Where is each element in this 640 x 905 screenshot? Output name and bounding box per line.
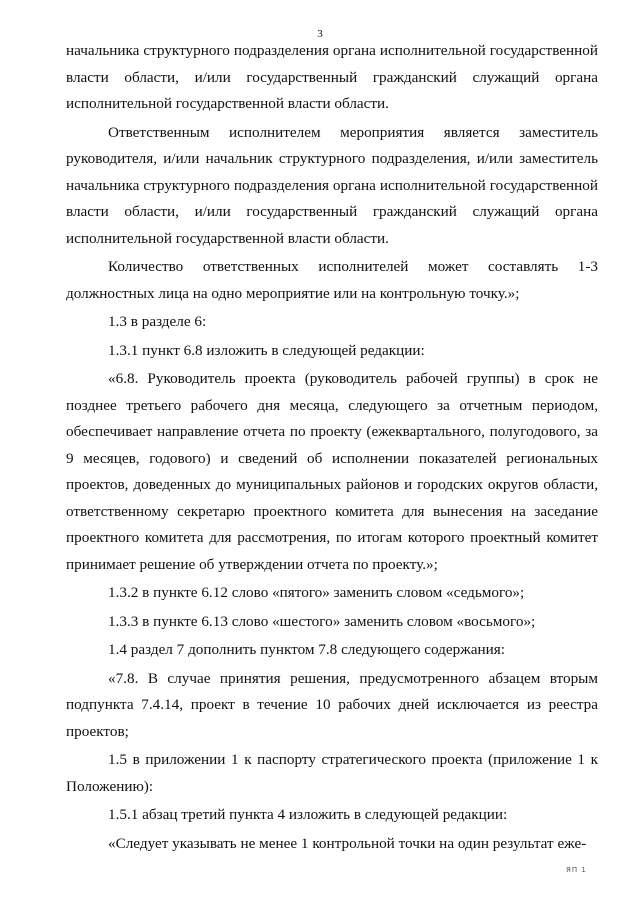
paragraph-quote-7-8: «7.8. В случае принятия решения, предусмотренного абзацем вторым подпункта 7.4.14, проект в течение 10 рабочих дней исключается из реестра проектов; — [66, 669, 598, 740]
paragraph-quote-control-point: «Следует указывать не менее 1 контрольной точки на один результат еже- — [108, 834, 587, 852]
paragraph-item-1-3-1: 1.3.1 пункт 6.8 изложить в следующей редакции: — [108, 341, 425, 359]
paragraph-item-1-3-2: 1.3.2 в пункте 6.12 слово «пятого» заменить словом «седьмого»; — [108, 584, 525, 601]
paragraph-item-1-5-1: 1.5.1 абзац третий пункта 4 изложить в следующей редакции: — [108, 806, 508, 823]
paragraph-item-1-4: 1.4 раздел 7 дополнить пунктом 7.8 следующего содержания: — [108, 641, 505, 658]
paragraph-responsible-executor: Ответственным исполнителем мероприятия является заместитель руководителя, и/или начальник структурного подразделения, и/или заместитель начальника структурного подразделения органа исполнительной государственной власти области, и/или государственный гражданский служащий органа исполнительной государственной власти области. — [66, 123, 598, 247]
document-body — [66, 38, 598, 857]
paragraph-item-1-3-3: 1.3.3 в пункте 6.13 слово «шестого» заменить словом «восьмого»; — [108, 612, 536, 630]
paragraph-quote-6-8: «6.8. Руководитель проекта (руководитель рабочей группы) в срок не позднее третьего рабочего дня месяца, следующего за отчетным периодом, обеспечивает направление отчета по проекту (ежеквартального, полугодового, за 9 месяцев, годового) и сведений об исполнении показателей региональных проектов, доведенных до муниципальных районов и городских округов области, ответственному секретарю проектного комитета для вынесения на заседание проектного комитета для рассмотрения, по итогам которого проектный комитет принимает решение об утверждении отчета по проекту.»; — [66, 370, 598, 573]
paragraph-item-1-3: 1.3 в разделе 6: — [108, 313, 207, 330]
page-number: 3 — [317, 28, 323, 40]
paragraph-item-1-5: 1.5 в приложении 1 к паспорту стратегического проекта (приложение 1 к Положению): — [66, 751, 598, 795]
paragraph-continuation: начальника структурного подразделения органа исполнительной государственной власти области, и/или государственный гражданский служащий органа исполнительной государственной власти области. — [66, 42, 598, 112]
footer-stamp: ЯП 1 — [566, 866, 587, 874]
paragraph-executor-count: Количество ответственных исполнителей может составлять 1-3 должностных лица на одно мероприятие или на контрольную точку.»; — [66, 258, 598, 302]
